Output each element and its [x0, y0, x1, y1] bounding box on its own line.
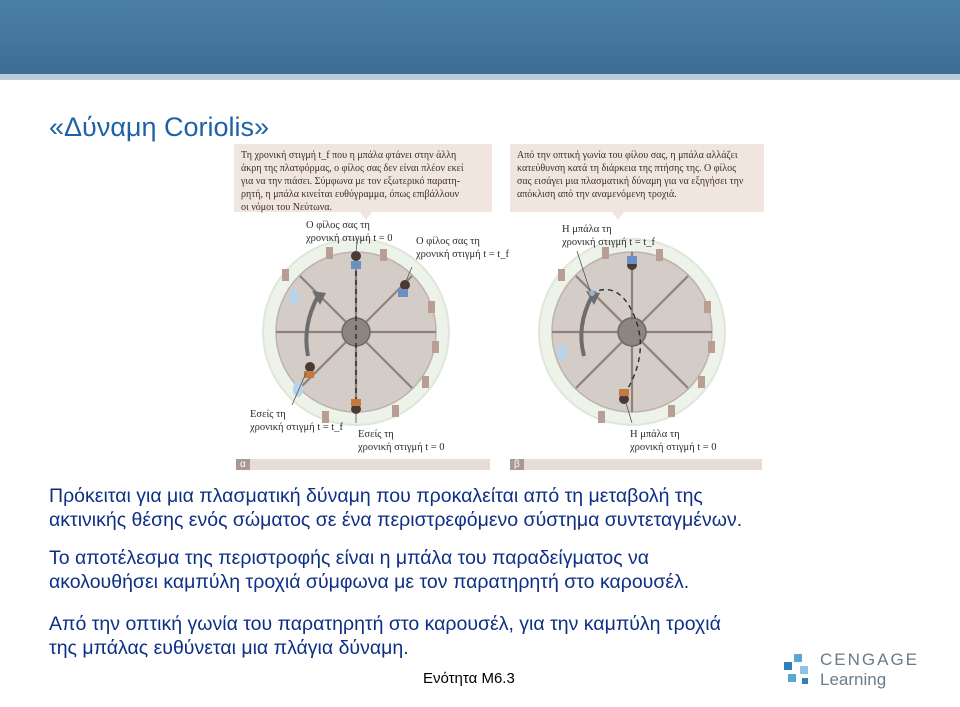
caption-a-line: ρητή, η μπάλα κινείται ευθύγραμμα, όπως επιβάλλουν	[241, 189, 460, 200]
cengage-mark-icon	[780, 652, 816, 688]
label-line: Ο φίλος σας τη	[416, 236, 480, 247]
caption-a-line: για να την πιάσει. Σύμφωνα με τον εξωτερικό παρατη-	[241, 176, 461, 187]
label-friend-tf	[416, 235, 509, 261]
caption-b-line: κατεύθυνση κατά τη διάρκεια της πτήσης της. Ο φίλος	[517, 163, 737, 174]
caption-b-line: απόκλιση από την αναμενόμενη τροχιά.	[517, 189, 677, 200]
label-friend-t0	[306, 219, 393, 245]
panel-b-tagbar	[510, 459, 762, 470]
panel-a-tagbar	[236, 459, 490, 470]
label-line: Ο φίλος σας τη	[306, 220, 370, 231]
logo-line-1: CENGAGE	[820, 650, 920, 669]
caption-a-line: άκρη της πλατφόρμας, ο φίλος σας δεν είναι πλέον εκεί	[241, 163, 464, 174]
paragraph-line: της μπάλας ευθύνεται μια πλάγια δύναμη.	[49, 637, 409, 659]
caption-a-line: οι νόμοι του Νεύτωνα.	[241, 202, 332, 213]
top-banner	[0, 0, 960, 74]
paragraph-3	[49, 612, 721, 660]
panel-b-tag: β	[510, 459, 524, 470]
caption-b-line: Από την οπτική γωνία του φίλου σας, η μπάλα αλλάζει	[517, 150, 738, 161]
paragraph-line: Το αποτέλεσμα της περιστροφής είναι η μπάλα του παραδείγματος να	[49, 547, 650, 569]
label-line: χρονική στιγμή t = t_f	[562, 237, 655, 248]
logo-line-2: Learning	[820, 670, 887, 689]
label-line: Η μπάλα τη	[562, 224, 612, 235]
slide-title: «Δύναμη Coriolis»	[49, 112, 270, 142]
paragraph-line: Από την οπτική γωνία του παρατηρητή στο καρουσέλ, για την καμπύλη τροχιά	[49, 613, 721, 635]
label-you-tf	[250, 408, 343, 434]
cengage-logo	[780, 650, 920, 690]
paragraph-2	[49, 546, 689, 594]
label-line: χρονική στιγμή t = t_f	[416, 249, 509, 260]
panel-a-tag: α	[236, 459, 250, 470]
coriolis-figure	[232, 141, 764, 471]
label-line: χρονική στιγμή t = 0	[358, 442, 445, 453]
label-line: Εσείς τη	[358, 429, 394, 440]
paragraph-1	[49, 484, 742, 532]
label-ball-tf	[562, 223, 655, 249]
label-line: Εσείς τη	[250, 409, 286, 420]
platform-b	[539, 239, 725, 425]
paragraph-line: ακτινικής θέσης ενός σώματος σε ένα περιστρεφόμενο σύστημα συντεταγμένων.	[49, 509, 743, 531]
label-line: χρονική στιγμή t = 0	[306, 233, 393, 244]
caption-b-line: σας εισάγει μια πλασματική δύναμη για να εξηγήσει την	[517, 176, 744, 187]
label-line: χρονική στιγμή t = 0	[630, 442, 717, 453]
caption-a-line: Τη χρονική στιγμή t_f που η μπάλα φτάνει στην άλλη	[241, 150, 457, 161]
label-ball-t0	[630, 428, 717, 454]
label-you-t0	[358, 428, 445, 454]
paragraph-line: ακολουθήσει καμπύλη τροχιά σύμφωνα με τον παρατηρητή στο καρουσέλ.	[49, 571, 690, 593]
label-line: Η μπάλα τη	[630, 429, 680, 440]
slide-footer: Ενότητα Μ6.3	[423, 670, 515, 687]
label-line: χρονική στιγμή t = t_f	[250, 422, 343, 433]
paragraph-line: Πρόκειται για μια πλασματική δύναμη που προκαλείται από τη μεταβολή της	[49, 485, 703, 507]
platform-a	[263, 239, 449, 425]
top-banner-stripe	[0, 74, 960, 80]
